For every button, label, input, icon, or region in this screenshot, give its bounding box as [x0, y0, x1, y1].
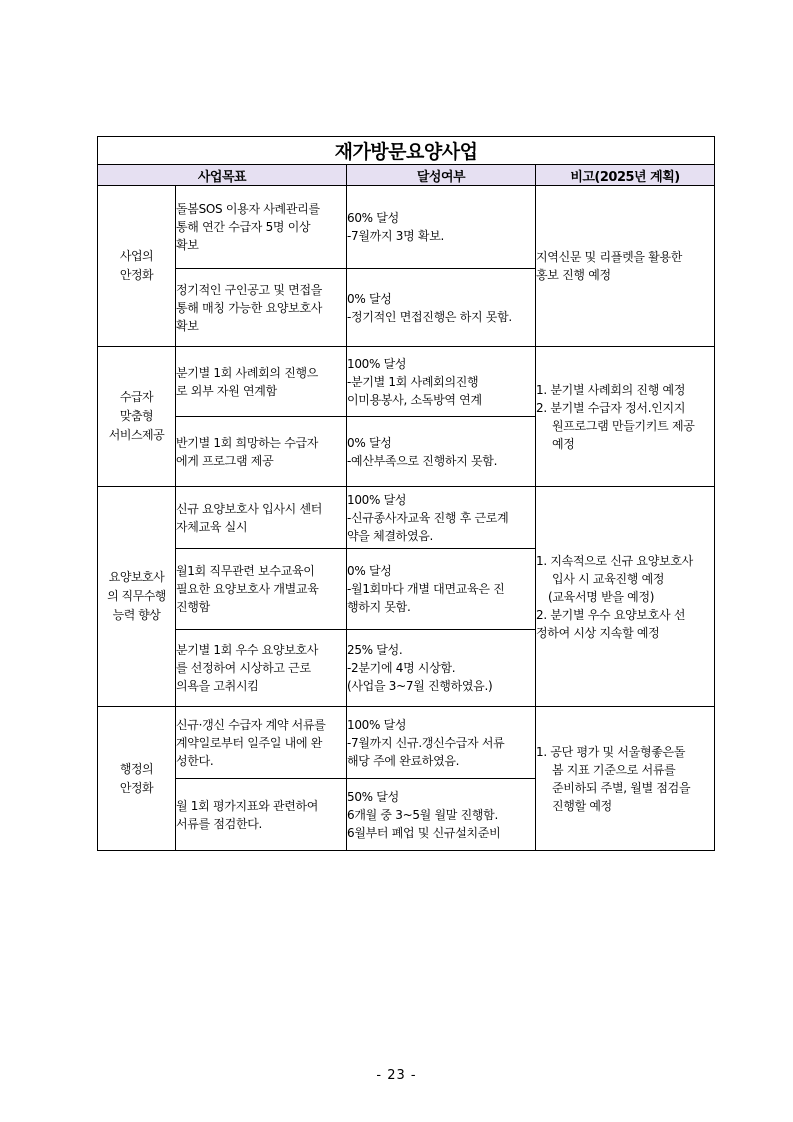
achievement-cell: 25% 달성. -2분기에 4명 시상함. (사업을 3~7월 진행하였음.)	[347, 630, 536, 707]
header-goal: 사업목표	[98, 165, 347, 186]
note-cell: 1. 분기별 사례회의 진행 예정 2. 분기별 수급자 정서.인지지 원프로그램 만들기키트 제공 예정	[536, 347, 715, 487]
note-cell: 1. 공단 평가 및 서울형좋은돌 봄 지표 기준으로 서류를 준비하되 주별, 월별 점검을 진행할 예정	[536, 707, 715, 851]
achievement-cell: 60% 달성 -7월까지 3명 확보.	[347, 186, 536, 269]
achievement-cell: 0% 달성 -예산부족으로 진행하지 못함.	[347, 417, 536, 487]
header-achievement: 달성여부	[347, 165, 536, 186]
achievement-cell: 50% 달성 6개월 중 3~5월 월말 진행함. 6월부터 폐업 및 신규설치준비	[347, 779, 536, 851]
achievement-cell: 0% 달성 -월1회마다 개별 대면교육은 진 행하지 못함.	[347, 549, 536, 630]
achievement-cell: 100% 달성 -7월까지 신규.갱신수급자 서류 해당 주에 완료하였음.	[347, 707, 536, 779]
goal-cell: 반기별 1회 희망하는 수급자 에게 프로그램 제공	[176, 417, 347, 487]
category-cell: 행정의 안정화	[98, 707, 176, 851]
goal-cell: 신규·갱신 수급자 계약 서류를 계약일로부터 일주일 내에 완 성한다.	[176, 707, 347, 779]
page-number: - 23 -	[376, 1068, 417, 1083]
goal-cell: 돌봄SOS 이용자 사례관리를 통해 연간 수급자 5명 이상 확보	[176, 186, 347, 269]
achievement-cell: 0% 달성 -정기적인 면접진행은 하지 못함.	[347, 269, 536, 347]
goal-cell: 월1회 직무관련 보수교육이 필요한 요양보호사 개별교육 진행함	[176, 549, 347, 630]
achievement-cell: 100% 달성 -신규종사자교육 진행 후 근로계 약을 체결하였음.	[347, 487, 536, 549]
note-cell: 지역신문 및 리플렛을 활용한 홍보 진행 예정	[536, 186, 715, 347]
goal-cell: 월 1회 평가지표와 관련하여 서류를 점검한다.	[176, 779, 347, 851]
goal-cell: 정기적인 구인공고 및 면접을 통해 매칭 가능한 요양보호사 확보	[176, 269, 347, 347]
category-cell: 수급자 맞춤형 서비스제공	[98, 347, 176, 487]
table-title: 재가방문요양사업	[98, 137, 715, 165]
program-table	[97, 136, 715, 851]
goal-cell: 분기별 1회 사례회의 진행으 로 외부 자원 연계함	[176, 347, 347, 417]
category-cell: 사업의 안정화	[98, 186, 176, 347]
goal-cell: 분기별 1회 우수 요양보호사 를 선정하여 시상하고 근로 의욕을 고취시킴	[176, 630, 347, 707]
note-cell: 1. 지속적으로 신규 요양보호사 입사 시 교육진행 예정 (교육서명 받을 예정) 2. 분기별 우수 요양보호사 선 정하여 시상 지속할 예정	[536, 487, 715, 707]
achievement-cell: 100% 달성 -분기별 1회 사례회의진행 이미용봉사, 소독방역 연계	[347, 347, 536, 417]
category-cell: 요양보호사 의 직무수행 능력 향상	[98, 487, 176, 707]
header-note: 비고(2025년 계획)	[536, 165, 715, 186]
goal-cell: 신규 요양보호사 입사시 센터 자체교육 실시	[176, 487, 347, 549]
